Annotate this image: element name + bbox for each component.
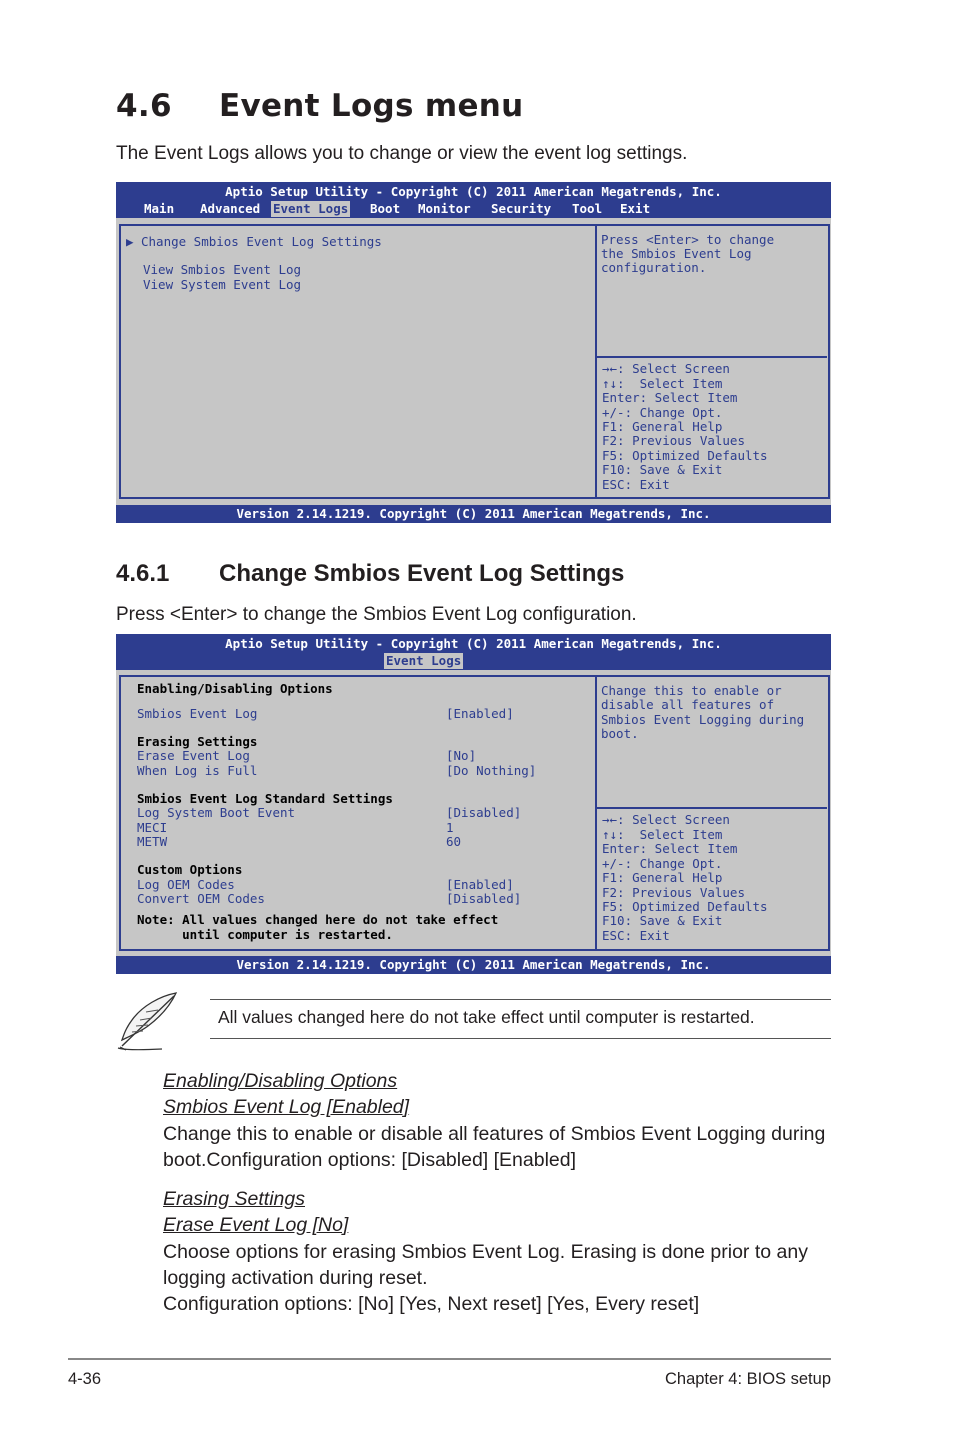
- tab-main[interactable]: Main: [144, 201, 175, 216]
- option-erase-event-log[interactable]: Erase Event Log: [137, 748, 250, 763]
- section-title: Event Logs menu: [219, 88, 524, 124]
- help-line: disable all features of: [601, 697, 775, 712]
- help-line: the Smbios Event Log: [601, 246, 752, 261]
- desc-item-smbios: Smbios Event Log [Enabled]: [163, 1096, 410, 1118]
- option-convert-oem-codes[interactable]: Convert OEM Codes: [137, 891, 265, 906]
- help-line: Change this to enable or: [601, 683, 782, 698]
- tab-monitor[interactable]: Monitor: [418, 201, 471, 216]
- bios-note: until computer is restarted.: [137, 927, 393, 942]
- tab-exit[interactable]: Exit: [620, 201, 651, 216]
- bios-tabs: [116, 653, 831, 669]
- desc-text-erase: Choose options for erasing Smbios Event Log. Erasing is done prior to any logging activation during reset.: [163, 1241, 808, 1289]
- tab-tool[interactable]: Tool: [572, 201, 603, 216]
- key-help: Enter: Select Item: [602, 841, 738, 856]
- option-smbios-event-log[interactable]: Smbios Event Log: [137, 706, 258, 721]
- option-log-system-boot[interactable]: Log System Boot Event: [137, 805, 296, 820]
- desc-heading-erasing: Erasing Settings: [163, 1188, 305, 1210]
- key-help: F5: Optimized Defaults: [602, 448, 768, 463]
- bios-header: [116, 182, 831, 218]
- section-number: 4.6: [116, 88, 172, 124]
- desc-options-erase: Configuration options: [No] [Yes, Next reset] [Yes, Every reset]: [163, 1293, 700, 1315]
- bios-help-divider: [596, 356, 827, 358]
- note-rule-bottom: [210, 1038, 831, 1039]
- section-label: Erasing Settings: [137, 734, 258, 749]
- subsection-title-text: Change Smbios Event Log Settings: [219, 560, 625, 587]
- key-help: →←: Select Screen: [602, 812, 730, 827]
- key-help: ↑↓: Select Item: [602, 376, 723, 391]
- bios-version: Version 2.14.1219. Copyright (C) 2011 American Megatrends, Inc.: [116, 956, 831, 974]
- key-help: →←: Select Screen: [602, 361, 730, 376]
- key-help: F1: General Help: [602, 870, 723, 885]
- feather-note-icon: [112, 990, 182, 1054]
- intro-text: The Event Logs allows you to change or view the event log settings.: [116, 143, 688, 164]
- bios-divider: [595, 676, 597, 949]
- option-value[interactable]: [Disabled]: [446, 805, 522, 820]
- bios-screen-main: [116, 182, 831, 523]
- tab-security[interactable]: Security: [491, 201, 552, 216]
- desc-heading-enabling: Enabling/Disabling Options: [163, 1070, 398, 1092]
- help-line: configuration.: [601, 260, 707, 275]
- bios-version: Version 2.14.1219. Copyright (C) 2011 American Megatrends, Inc.: [116, 505, 831, 523]
- option-value[interactable]: [No]: [446, 748, 477, 763]
- option-value[interactable]: 60: [446, 834, 462, 849]
- bios-title: Aptio Setup Utility - Copyright (C) 2011 American Megatrends, Inc.: [225, 636, 722, 651]
- help-line: boot.: [601, 726, 639, 741]
- chapter-label: Chapter 4: BIOS setup: [664, 1370, 831, 1388]
- key-help: F2: Previous Values: [602, 433, 745, 448]
- key-help: F1: General Help: [602, 419, 723, 434]
- section-label: Custom Options: [137, 862, 243, 877]
- bios-help-divider: [596, 807, 827, 809]
- menu-item-view-smbios[interactable]: View Smbios Event Log: [143, 262, 302, 277]
- key-help: +/-: Change Opt.: [602, 405, 723, 420]
- help-line: Press <Enter> to change: [601, 232, 775, 247]
- bios-title: Aptio Setup Utility - Copyright (C) 2011 American Megatrends, Inc.: [225, 184, 722, 199]
- bios-header: [116, 634, 831, 670]
- bios-screen-smbios: [116, 634, 831, 974]
- option-metw[interactable]: METW: [137, 834, 168, 849]
- key-help: F2: Previous Values: [602, 885, 745, 900]
- option-when-log-full[interactable]: When Log is Full: [137, 763, 258, 778]
- key-help: F10: Save & Exit: [602, 913, 723, 928]
- note-text: All values changed here do not take effect until computer is restarted.: [218, 1007, 755, 1027]
- key-help: F10: Save & Exit: [602, 462, 723, 477]
- option-value[interactable]: [Enabled]: [446, 877, 514, 892]
- tab-event-logs[interactable]: Event Logs: [273, 201, 349, 216]
- tab-event-logs[interactable]: Event Logs: [386, 653, 462, 668]
- desc-text-smbios: Change this to enable or disable all features of Smbios Event Logging during boot.Configuration options: [Disabled] [Enabled]: [163, 1123, 826, 1171]
- option-value[interactable]: 1: [446, 820, 454, 835]
- tab-boot[interactable]: Boot: [370, 201, 401, 216]
- section-label: Smbios Event Log Standard Settings: [137, 791, 393, 806]
- help-line: Smbios Event Logging during: [601, 712, 805, 727]
- section-label: Enabling/Disabling Options: [137, 681, 333, 696]
- menu-item-view-system[interactable]: View System Event Log: [143, 277, 302, 292]
- bios-note: Note: All values changed here do not take effect: [137, 912, 499, 927]
- key-help: Enter: Select Item: [602, 390, 738, 405]
- note-rule-top: [210, 999, 831, 1000]
- tab-advanced[interactable]: Advanced: [200, 201, 261, 216]
- option-value[interactable]: [Do Nothing]: [446, 763, 537, 778]
- option-value[interactable]: [Disabled]: [446, 891, 522, 906]
- bios-divider: [595, 225, 597, 497]
- arrow-right-icon: ▶: [126, 234, 134, 249]
- option-meci[interactable]: MECI: [137, 820, 168, 835]
- key-help: F5: Optimized Defaults: [602, 899, 768, 914]
- subsection-intro: Press <Enter> to change the Smbios Event Log configuration.: [116, 604, 637, 625]
- key-help: +/-: Change Opt.: [602, 856, 723, 871]
- key-help: ESC: Exit: [602, 477, 670, 492]
- key-help: ESC: Exit: [602, 928, 670, 943]
- footer-rule: [68, 1358, 831, 1360]
- option-log-oem-codes[interactable]: Log OEM Codes: [137, 877, 235, 892]
- option-value[interactable]: [Enabled]: [446, 706, 514, 721]
- subsection-number: 4.6.1: [116, 560, 170, 587]
- page-number: 4-36: [68, 1370, 102, 1388]
- key-help: ↑↓: Select Item: [602, 827, 723, 842]
- menu-item-change-smbios[interactable]: Change Smbios Event Log Settings: [141, 234, 382, 249]
- subsection-title: [116, 560, 624, 588]
- bios-tabs: [116, 201, 831, 217]
- desc-item-erase: Erase Event Log [No]: [163, 1214, 349, 1236]
- page-title: [116, 88, 524, 124]
